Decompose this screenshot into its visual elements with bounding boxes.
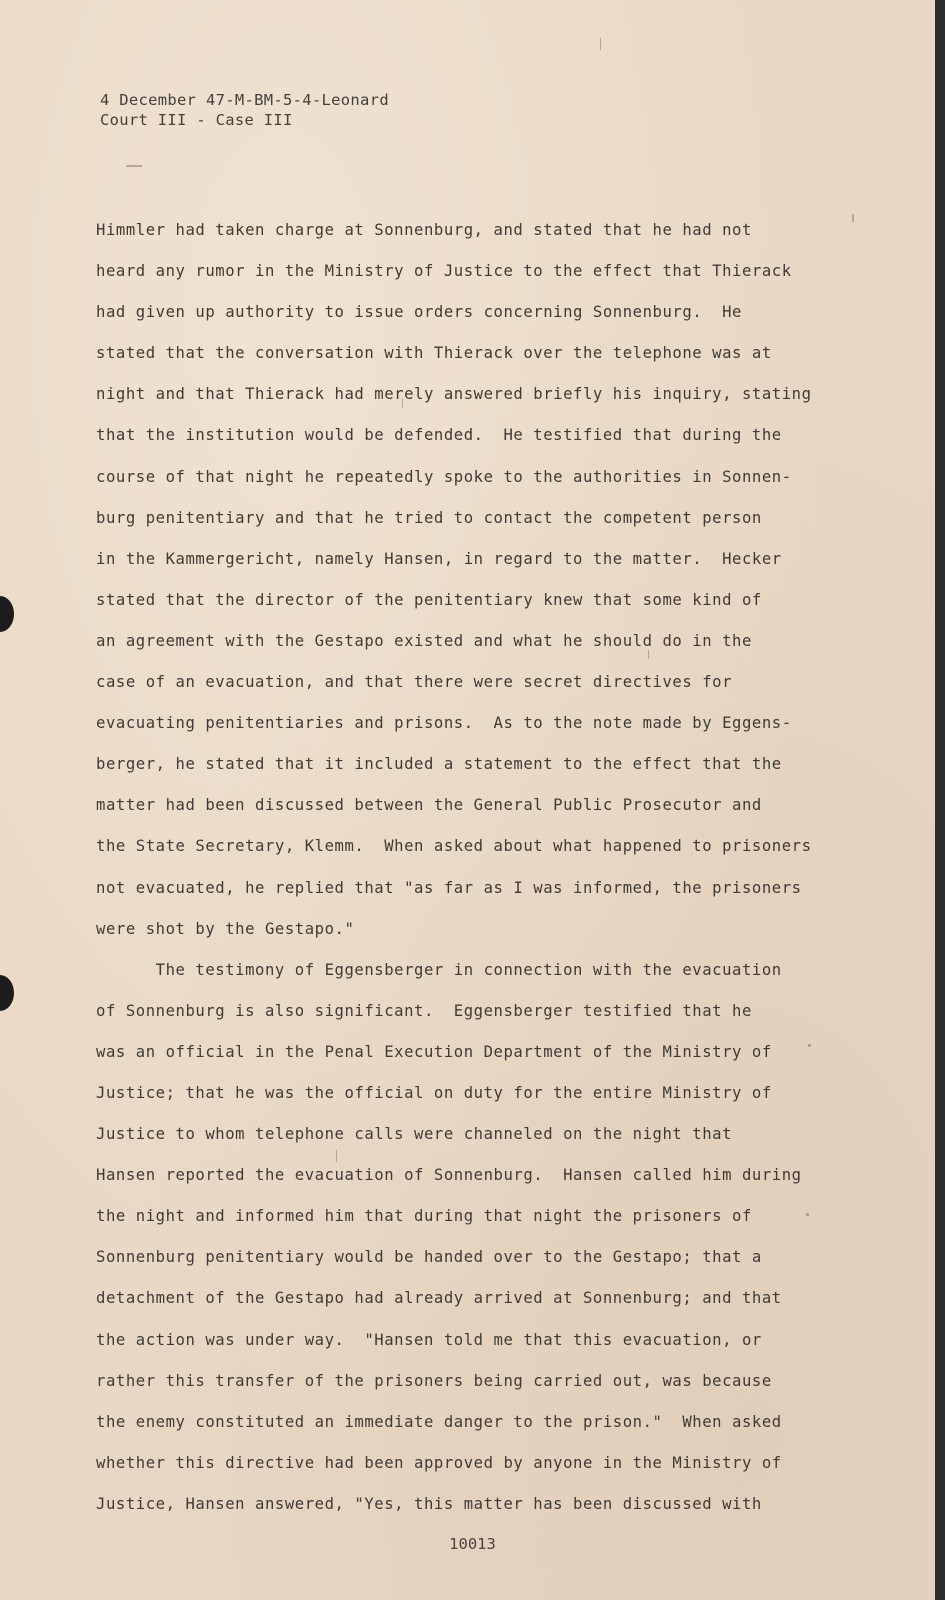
body-line: evacuating penitentiaries and prisons. As to the note made by Eggens-	[96, 714, 792, 733]
scan-edge	[935, 0, 945, 1600]
body-line: Justice, Hansen answered, "Yes, this matter has been discussed with	[96, 1494, 762, 1513]
document-header	[100, 90, 389, 130]
body-line: burg penitentiary and that he tried to contact the competent person	[96, 508, 762, 527]
body-line: heard any rumor in the Ministry of Justice to the effect that Thierack	[96, 262, 792, 281]
body-line: Sonnenburg penitentiary would be handed over to the Gestapo; that a	[96, 1248, 762, 1267]
body-line: in the Kammergericht, namely Hansen, in regard to the matter. Hecker	[96, 549, 782, 568]
body-line: Hansen reported the evacuation of Sonnenburg. Hansen called him during	[96, 1166, 802, 1185]
body-line: detachment of the Gestapo had already arrived at Sonnenburg; and that	[96, 1289, 782, 1308]
body-line: stated that the conversation with Thierack over the telephone was at	[96, 344, 772, 363]
body-line: Justice; that he was the official on duty for the entire Ministry of	[96, 1083, 772, 1102]
body-line: an agreement with the Gestapo existed and what he should do in the	[96, 631, 752, 650]
body-line: The testimony of Eggensberger in connection with the evacuation	[96, 960, 782, 979]
body-line: the action was under way. "Hansen told me that this evacuation, or	[96, 1330, 762, 1349]
body-line: had given up authority to issue orders concerning Sonnenburg. He	[96, 303, 742, 322]
body-line: night and that Thierack had merely answered briefly his inquiry, stating	[96, 385, 812, 404]
header-court-line: Court III - Case III	[100, 111, 293, 129]
transcript-body	[96, 210, 856, 1525]
body-line: the night and informed him that during that night the prisoners of	[96, 1207, 752, 1226]
body-line: case of an evacuation, and that there were secret directives for	[96, 673, 733, 692]
punch-hole-top	[0, 596, 14, 632]
punch-hole-bottom	[0, 975, 14, 1011]
body-line: rather this transfer of the prisoners being carried out, was because	[96, 1371, 772, 1390]
body-line: Himmler had taken charge at Sonnenburg, and stated that he had not	[96, 221, 752, 239]
body-line: matter had been discussed between the General Public Prosecutor and	[96, 796, 762, 815]
body-line: course of that night he repeatedly spoke to the authorities in Sonnen-	[96, 467, 792, 486]
body-line: that the institution would be defended. He testified that during the	[96, 426, 782, 445]
body-line: berger, he stated that it included a statement to the effect that the	[96, 755, 782, 774]
body-line: was an official in the Penal Execution Department of the Ministry of	[96, 1042, 772, 1061]
body-line: the State Secretary, Klemm. When asked about what happened to prisoners	[96, 837, 812, 856]
page-number: 10013	[449, 1535, 496, 1553]
body-line: Justice to whom telephone calls were channeled on the night that	[96, 1125, 733, 1144]
header-reference-line: 4 December 47-M-BM-5-4-Leonard	[100, 91, 389, 109]
body-line: of Sonnenburg is also significant. Eggensberger testified that he	[96, 1001, 752, 1020]
body-line: stated that the director of the penitentiary knew that some kind of	[96, 590, 762, 609]
body-line: not evacuated, he replied that "as far as I was informed, the prisoners	[96, 878, 802, 897]
body-line: whether this directive had been approved by anyone in the Ministry of	[96, 1453, 782, 1472]
body-line: the enemy constituted an immediate danger to the prison." When asked	[96, 1412, 782, 1431]
body-line: were shot by the Gestapo."	[96, 919, 355, 938]
